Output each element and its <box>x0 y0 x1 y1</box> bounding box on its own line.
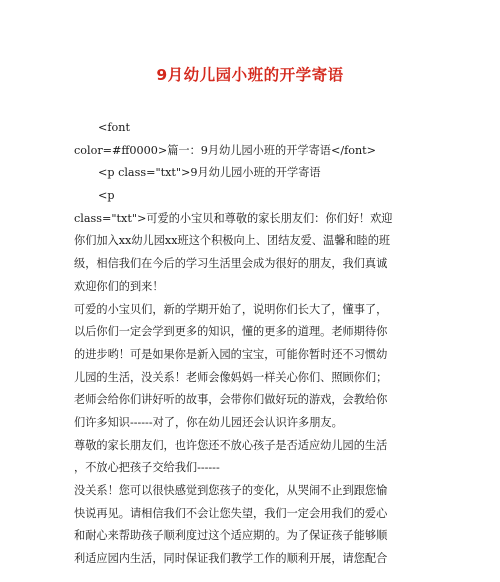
text-line: <p class="txt">9月幼儿园小班的开学寄语 <box>98 166 321 180</box>
text-line: color=#ff0000>篇一：9月幼儿园小班的开学寄语</font> <box>74 143 377 157</box>
document-title: 9月幼儿园小班的开学寄语 <box>156 66 344 84</box>
text-line: 你们加入xx幼儿园xx班这个积极向上、团结友爱、温馨和睦的班 <box>74 234 391 248</box>
text-line: 欢迎你们的到来！ <box>74 279 164 293</box>
text-line: 级，相信我们在今后的学习生活里会成为很好的朋友，我们真诚 <box>74 257 388 271</box>
text-line: 利适应园内生活，同时保证我们教学工作的顺利开展，请您配合 <box>74 552 388 566</box>
text-line: 和耐心来帮助孩子顺利度过这个适应期的。为了保证孩子能够顺 <box>74 529 388 543</box>
document-body <box>74 117 424 571</box>
text-line: 没关系！您可以很快感觉到您孩子的变化，从哭闹不止到跟您愉 <box>74 484 388 497</box>
text-line: <font <box>98 121 130 134</box>
text-line: 儿园的生活，没关系！老师会像妈妈一样关心你们、照顾你们； <box>74 370 388 384</box>
text-line: 的进步哟！可是如果你是新入园的宝宝，可能你暂时还不习惯幼 <box>74 347 388 361</box>
text-line: <p <box>98 189 115 203</box>
text-line: 们许多知识------对了，你在幼儿园还会认识许多朋友。 <box>74 415 343 429</box>
text-line: 可爱的小宝贝们，新的学期开始了，说明你们长大了，懂事了， <box>74 302 388 316</box>
text-line: 老师会给你们讲好听的故事，会带你们做好玩的游戏，会教给你 <box>74 393 388 407</box>
text-line: 以后你们一定会学到更多的知识，懂的更多的道理。老师期待你 <box>74 325 388 339</box>
text-line: class="txt">可爱的小宝贝和尊敬的家长朋友们：你们好！欢迎 <box>74 211 393 225</box>
text-line: 快说再见。请相信我们不会让您失望，我们一定会用我们的爱心 <box>74 506 388 520</box>
text-line: 尊敬的家长朋友们，也许您还不放心孩子是否适应幼儿园的生活 <box>74 438 388 452</box>
text-line: ，不放心把孩子交给我们------ <box>74 461 220 475</box>
